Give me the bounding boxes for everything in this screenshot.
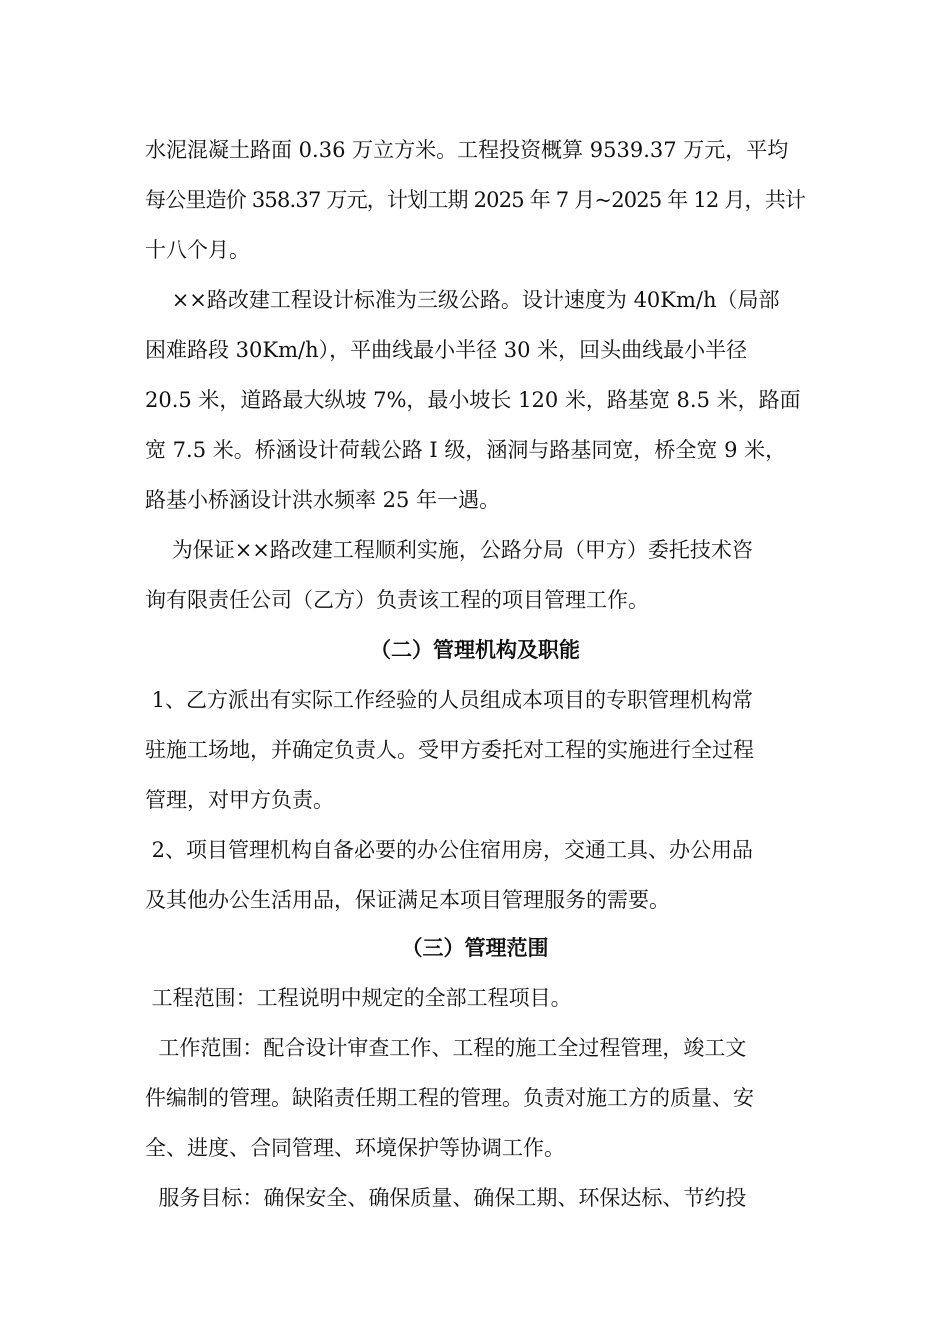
paragraph-4-line-3: 管理，对甲方负责。 bbox=[145, 788, 334, 812]
paragraph-2-line-2: 困难路段 30Km/h），平曲线最小半径 30 米，回头曲线最小半径 bbox=[145, 338, 748, 362]
paragraph-3-line-1: 为保证××路改建工程顺利实施，公路分局（甲方）委托技术咨 bbox=[145, 538, 753, 562]
paragraph-4-line-2: 驻施工场地，并确定负责人。受甲方委托对工程的实施进行全过程 bbox=[145, 738, 754, 762]
paragraph-4-line-1: 1、乙方派出有实际工作经验的人员组成本项目的专职管理机构常 bbox=[145, 688, 754, 712]
paragraph-7-line-3: 全、进度、合同管理、环境保护等协调工作。 bbox=[145, 1136, 565, 1160]
paragraph-7-line-2: 件编制的管理。缺陷责任期工程的管理。负责对施工方的质量、安 bbox=[145, 1086, 754, 1110]
paragraph-8-line-1: 服务目标：确保安全、确保质量、确保工期、环保达标、节约投 bbox=[145, 1186, 747, 1210]
paragraph-2-line-1: ××路改建工程设计标准为三级公路。设计速度为 40Km/h（局部 bbox=[145, 288, 780, 312]
paragraph-5-line-1: 2、项目管理机构自备必要的办公住宿用房，交通工具、办公用品 bbox=[145, 838, 754, 862]
paragraph-2-line-5: 路基小桥涵设计洪水频率 25 年一遇。 bbox=[145, 488, 501, 512]
paragraph-1-line-1: 水泥混凝土路面 0.36 万立方米。工程投资概算 9539.37 万元，平均 bbox=[145, 138, 789, 162]
paragraph-6-line-1: 工程范围：工程说明中规定的全部工程项目。 bbox=[145, 986, 572, 1010]
paragraph-2-line-4: 宽 7.5 米。桥涵设计荷载公路 I 级，涵洞与路基同宽，桥全宽 9 米， bbox=[145, 438, 787, 462]
paragraph-5-line-2: 及其他办公生活用品，保证满足本项目管理服务的需要。 bbox=[145, 888, 670, 912]
paragraph-7-line-1: 工作范围：配合设计审查工作、工程的施工全过程管理，竣工文 bbox=[145, 1036, 747, 1060]
section-3-heading: （三）管理范围 bbox=[401, 936, 549, 960]
section-2-heading: （二）管理机构及职能 bbox=[370, 638, 580, 662]
paragraph-1-line-3: 十八个月。 bbox=[145, 238, 250, 262]
paragraph-3-line-2: 询有限责任公司（乙方）负责该工程的项目管理工作。 bbox=[145, 588, 649, 612]
paragraph-1-line-2: 每公里造价 358.37 万元，计划工期 2025 年 7 月~2025 年 12 月，共计 bbox=[145, 188, 806, 212]
paragraph-2-line-3: 20.5 米，道路最大纵坡 7%，最小坡长 120 米，路基宽 8.5 米，路面 bbox=[145, 388, 801, 412]
